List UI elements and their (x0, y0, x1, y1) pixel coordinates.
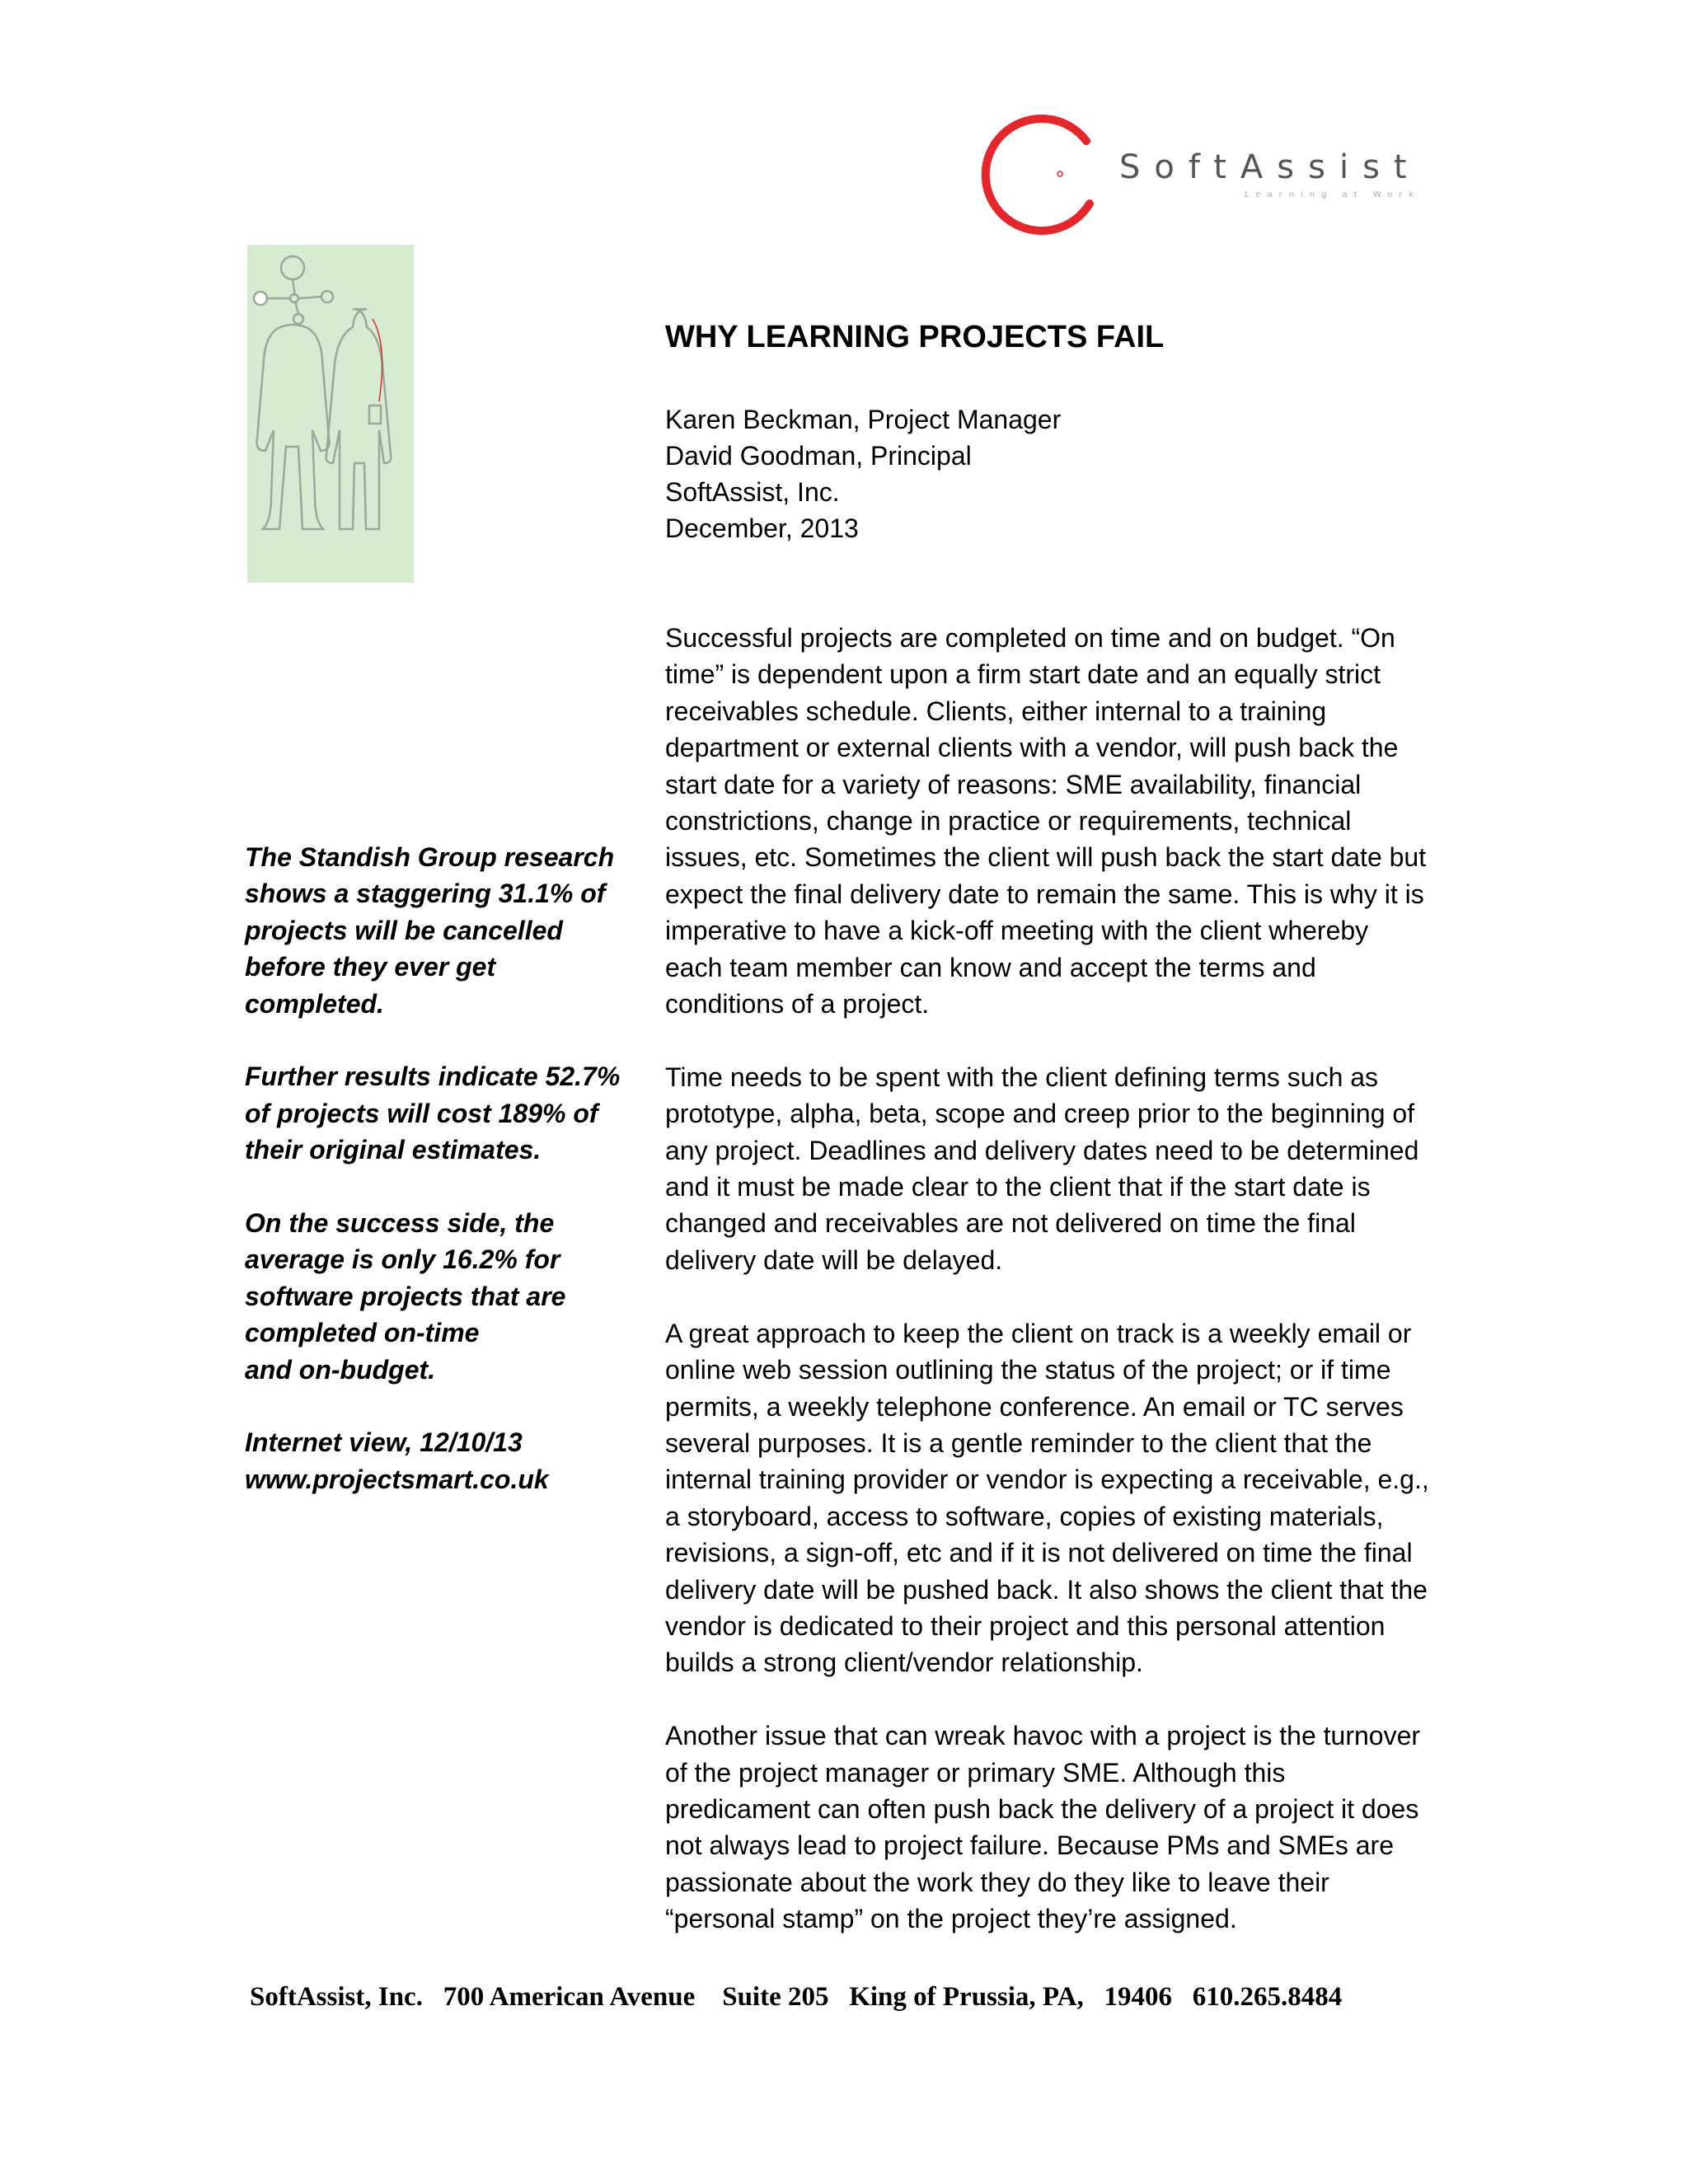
paragraph: Another issue that can wreak havoc with a project is the turnover of the project manager or primary SME. Although this predicament can often push back the delivery of a project it does not always lead to project failure. Because PMs and SMEs are passionate about the work they do they like to leave their “personal stamp” on the project they’re assigned. (665, 1721, 1421, 1934)
company-name: SoftAssist, Inc. (665, 477, 840, 507)
document-date: December, 2013 (665, 513, 859, 543)
article-body (665, 620, 1489, 1974)
sidebar-item: Further results indicate 52.7% of projects will cost 189% of their original estimates. (245, 1062, 621, 1165)
byline (665, 401, 1061, 546)
footer-address: SoftAssist, Inc. 700 American Avenue Suite 205 King of Prussia, PA, 19406 610.265.8484 (250, 1982, 1343, 2012)
softassist-logo (981, 111, 1426, 239)
author-1: Karen Beckman, Project Manager (665, 405, 1062, 434)
author-2: David Goodman, Principal (665, 441, 972, 471)
sidebar-source: Internet view, 12/10/13 www.projectsmart.co.uk (245, 1427, 549, 1494)
paragraph: Successful projects are completed on time and on budget. “On time” is dependent upon a firm start date and an equally strict receivables schedule. Clients, either internal to a training department or external clients with a vendor, will push back the start date for a variety of reasons: SME availability, financial constrictions, change in practice or requirements, technical issues, etc. Sometimes the client will push back the start date but expect the final delivery date to remain the same. This is why it is imperative to have a kick-off meeting with the client whereby each team member can know and accept the terms and conditions of a project. (665, 623, 1427, 1019)
logo-tagline: Learning at Work (1245, 190, 1421, 199)
paragraph: A great approach to keep the client on track is a weekly email or online web session outlining the status of the project; or if time permits, a weekly telephone conference. An email or TC serves several purposes. It is a gentle reminder to the client that the internal training provider or vendor is expecting a receivable, e.g., a storyboard, access to software, copies of existing materials, revisions, a sign-off, etc and if it is not delivered on time the final delivery date will be pushed back. It also shows the client that the vendor is dedicated to their project and this personal attention builds a strong client/vendor relationship. (665, 1318, 1429, 1678)
illustration-panel (247, 245, 414, 583)
logo-ring-icon (981, 111, 1113, 239)
sidebar-callout (245, 839, 640, 1535)
two-people-outline-icon (247, 245, 414, 583)
logo-wordmark: SoftAssist (1119, 148, 1421, 186)
sidebar-item: On the success side, the average is only 16.2% for software projects that are completed on-time and on-budget. (245, 1208, 566, 1385)
paragraph: Time needs to be spent with the client defining terms such as prototype, alpha, beta, scope and creep prior to the beginning of any project. Deadlines and delivery dates need to be determined and it must be made clear to the client that if the start date is changed and receivables are not delivered on time the final delivery date will be delayed. (665, 1062, 1419, 1275)
sidebar-item: The Standish Group research shows a staggering 31.1% of projects will be cancelled before they ever get completed. (245, 842, 615, 1019)
document-title: WHY LEARNING PROJECTS FAIL (665, 320, 1165, 354)
